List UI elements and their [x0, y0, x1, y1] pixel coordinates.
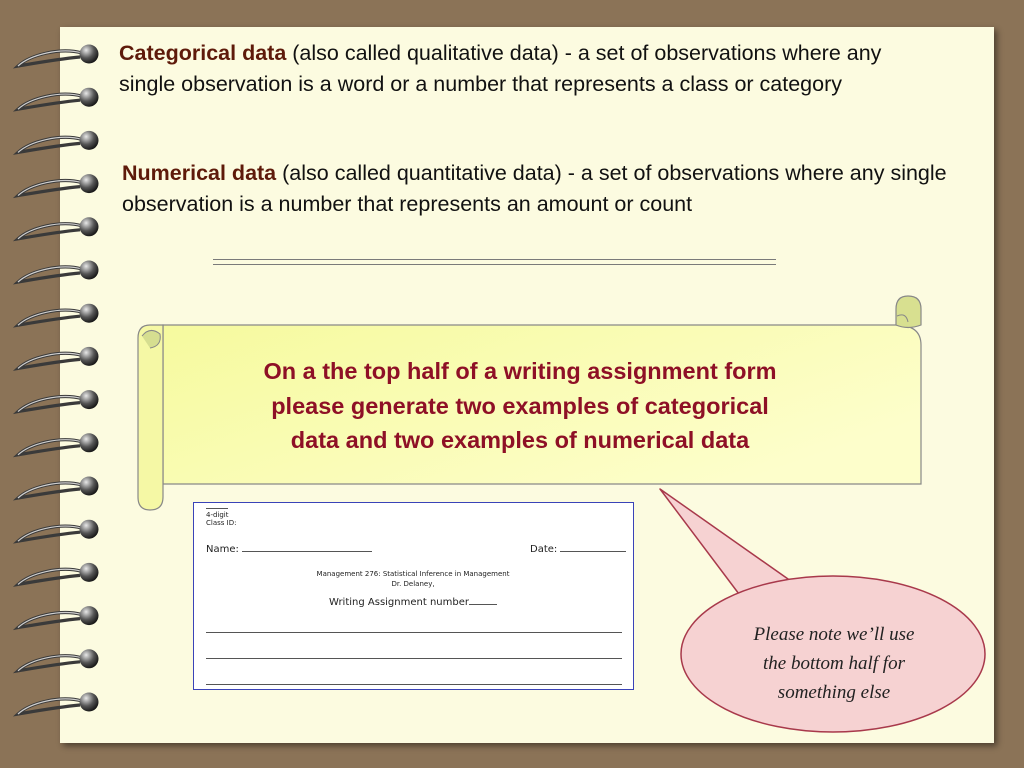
scroll-line-2: please generate two examples of categorical — [271, 392, 769, 419]
form-date-label: Date: — [530, 544, 558, 555]
bubble-note — [718, 620, 950, 707]
bubble-line-2: the bottom half for — [763, 653, 905, 674]
numerical-term: Numerical data — [122, 161, 277, 185]
bubble-line-1: Please note we’ll use — [753, 624, 915, 645]
bubble-line-3: something else — [777, 682, 891, 703]
form-assignment-label: Writing Assignment number — [329, 597, 469, 608]
scroll-line-1: On a the top half of a writing assignment form — [263, 358, 777, 384]
form-digit-label: 4-digit — [206, 511, 229, 519]
categorical-term: Categorical data — [119, 41, 287, 65]
form-instructor: Dr. Delaney, — [391, 580, 435, 588]
numerical-description: (also called quantitative data) - a set of observations where any single observation is a number that represents an amount or count — [122, 161, 947, 216]
form-course-title: Management 276: Statistical Inference in Management — [316, 570, 510, 578]
scroll-line-3: data and two examples of numerical data — [290, 427, 750, 453]
form-name-label: Name: — [206, 544, 239, 555]
form-class-id-label: Class ID: — [206, 519, 237, 527]
categorical-description: (also called qualitative data) - a set of observations where any single observation is a word or a number that represents a class or category — [119, 41, 882, 96]
